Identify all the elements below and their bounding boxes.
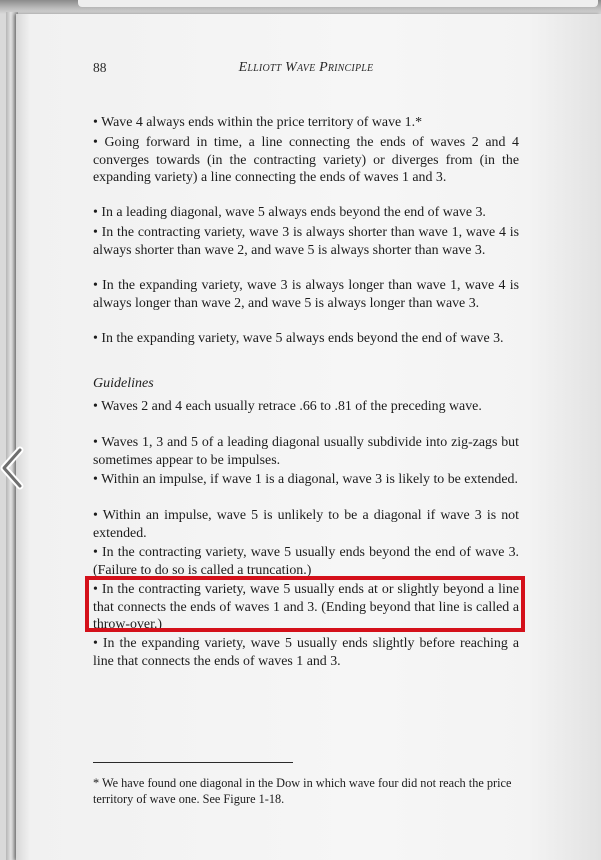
page-number: 88: [93, 60, 107, 75]
reader-top-bar: [0, 0, 601, 14]
rule-item: • In the expanding variety, wave 3 is always longer than wave 1, wave 4 is always longer than wave 2, and wave 5 is always longer than wave 3.: [93, 278, 519, 311]
chevron-left-icon[interactable]: [0, 444, 30, 492]
page-header: [93, 60, 519, 78]
reader-top-tab: [78, 0, 598, 7]
rule-item: • In the expanding variety, wave 5 always ends beyond the end of wave 3.: [93, 331, 504, 346]
rule-item: • In a leading diagonal, wave 5 always ends beyond the end of wave 3.: [93, 205, 486, 220]
rule-item: • In the contracting variety, wave 3 is always shorter than wave 1, wave 4 is always shorter than wave 2, and wave 5 is always shorter than wave 3.: [93, 225, 519, 258]
highlight-box: [85, 576, 525, 632]
guidelines-heading: Guidelines: [93, 376, 154, 391]
guideline-item: • In the contracting variety, wave 5 usually ends beyond the end of wave 3. (Failure to do so is called a truncation.): [93, 545, 519, 578]
rule-item: • Going forward in time, a line connecting the ends of waves 2 and 4 converges towards (in the contracting variety) or diverges from (in the expanding variety) a line connecting the ends of waves 1 and 3.: [93, 135, 519, 185]
guideline-item-highlighted: • In the contracting variety, wave 5 usually ends at or slightly beyond a line that connects the ends of waves 1 and 3. (Ending beyond that line is called a throw-over.): [93, 582, 519, 632]
guideline-item: • Waves 1, 3 and 5 of a leading diagonal usually subdivide into zig-zags but sometimes appear to be impulses.: [93, 435, 519, 468]
guideline-item: • Waves 2 and 4 each usually retrace .66 to .81 of the preceding wave.: [93, 399, 482, 414]
guideline-item: • Within an impulse, wave 5 is unlikely to be a diagonal if wave 3 is not extended.: [93, 508, 519, 541]
footnote-divider: [93, 762, 293, 763]
guideline-item: • Within an impulse, if wave 1 is a diagonal, wave 3 is likely to be extended.: [93, 472, 518, 487]
rule-item: • Wave 4 always ends within the price territory of wave 1.*: [93, 115, 423, 130]
footnote: * We have found one diagonal in the Dow in which wave four did not reach the price territory of wave one. See Figure 1-18.: [93, 776, 512, 806]
running-title: Elliott Wave Principle: [238, 60, 374, 75]
guideline-item: • In the expanding variety, wave 5 usually ends slightly before reaching a line that connects the ends of waves 1 and 3.: [93, 636, 519, 669]
